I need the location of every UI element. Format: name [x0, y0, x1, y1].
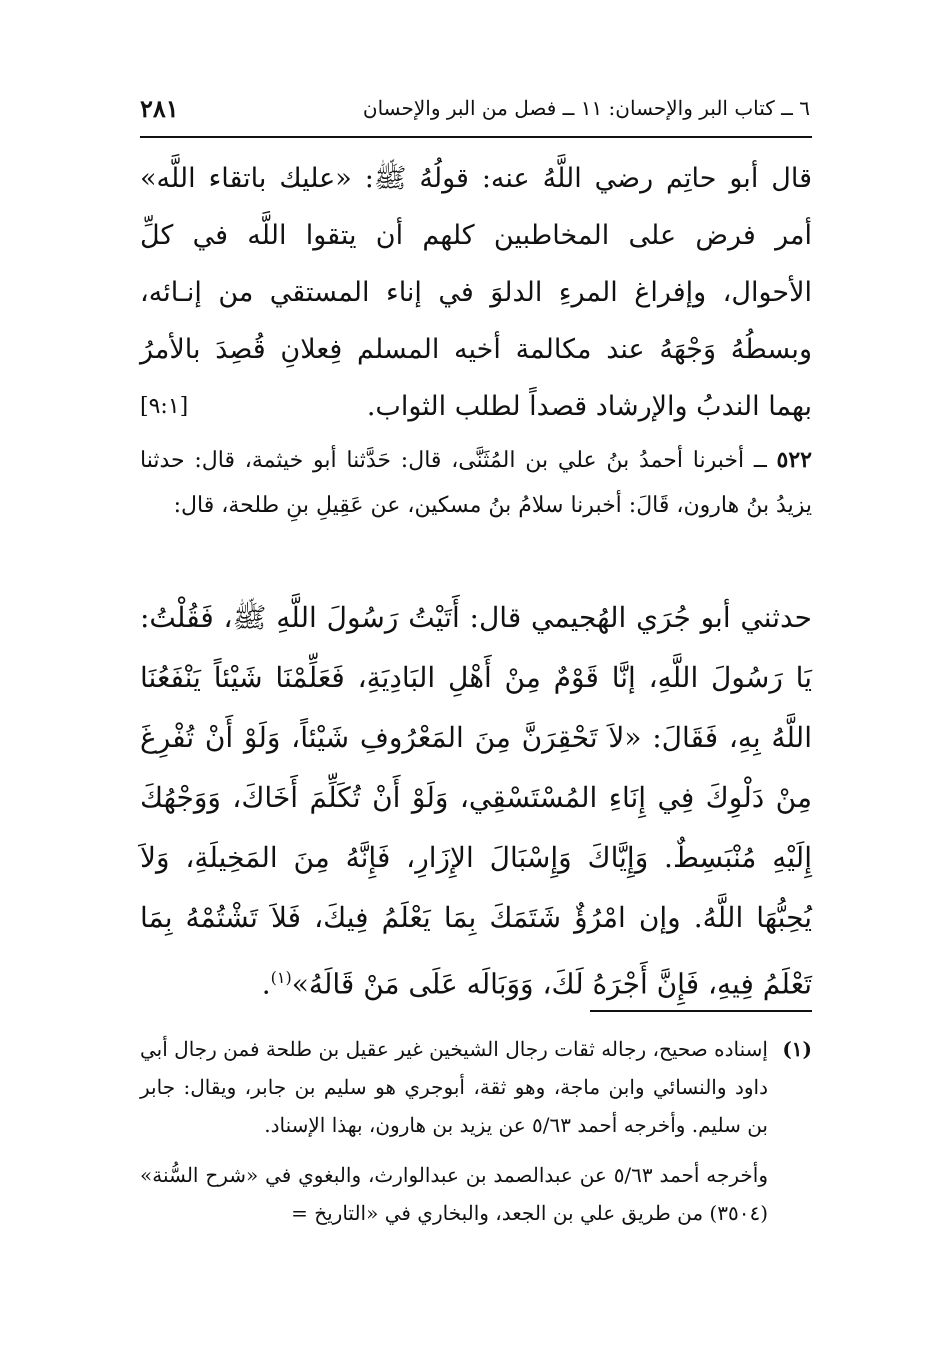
isnad-paragraph — [140, 438, 812, 528]
footnote-rule — [590, 1010, 812, 1012]
running-head: ٦ ــ كتاب البر والإحسان: ١١ ــ فصل من البر والإحسان — [362, 96, 810, 120]
commentary-paragraph — [140, 150, 812, 435]
hadith-end: . — [261, 967, 271, 1001]
commentary-reference: [٩:١] — [140, 394, 189, 419]
hadith-paragraph — [140, 588, 812, 1014]
footnote-number: (١) — [782, 1037, 812, 1061]
hadith-number: ٥٢٢ — [776, 447, 812, 473]
header-rule — [140, 136, 812, 138]
footnote-continuation: وأخرجه أحمد ٥/٦٣ عن عبدالصمد بن عبدالوارث، والبغوي في «شرح السُّنة» (٣٥٠٤) من طريق علي بن الجعد، والبخاري في «التاريخ = — [140, 1163, 768, 1225]
footnote-item — [140, 1030, 812, 1144]
page-header — [140, 92, 810, 136]
commentary-text: قال أبو حاتِم رضي اللَّهُ عنه: قولُهُ ﷺ: «عليك باتقاء اللَّه» أمر فرض على المخاطبين كلهم أن يتقوا اللَّه في كلِّ الأحوال، وإفراغ المرءِ الدلوَ في إناء المستقي من إنـائه، وبسطُهُ وَجْهَهُ عند مكالمة أخيه المسلم فِعلانِ قُصِدَ بالأمرُ بهما الندبُ والإرشاد قصداً لطلب الثواب. — [140, 163, 812, 422]
footnote-text: إسناده صحيح، رجاله ثقات رجال الشيخين غير عقيل بن طلحة فمن رجال أبي داود والنسائي وابن ماجة، وهو ثقة، أبوجري هو سليم بن جابر، ويقال: جابر بن سليم. وأخرجه أحمد ٥/٦٣ عن يزيد بن هارون، بهذا الإسناد. — [140, 1037, 768, 1137]
page-number: ٢٨١ — [140, 94, 179, 123]
footnotes — [140, 1030, 812, 1232]
footnote-marker[interactable]: (١) — [270, 968, 292, 987]
isnad-text: ــ أخبرنا أحمدُ بنُ علي بن المُثَنَّى، قال: حَدَّثنا أبو خيثمة، قال: حدثنا يزيدُ بنُ هارون، قَالَ: أخبرنا سلامُ بنُ مسكين، عن عَقِيلِ بنِ طلحة، قال: — [140, 448, 812, 518]
hadith-text: حدثني أبو جُرَي الهُجيمي قال: أَتَيْتُ رَسُولَ اللَّهِ ﷺ، فَقُلْتُ: يَا رَسُولَ اللَّهِ، إنَّا قَوْمٌ مِنْ أَهْلِ البَادِيَةِ، فَعَلِّمْنَا شَيْئاً يَنْفَعُنَا اللَّهُ بِهِ، فَقَالَ: «لاَ تَحْقِرَنَّ مِنَ المَعْرُوفِ شَيْئاً، وَلَوْ أَنْ تُفْرِغَ مِنْ دَلْوِكَ فِي إِنَاءِ المُسْتَسْقِي، وَلَوْ أَنْ تُكَلِّمَ أَخَاكَ، وَوَجْهُكَ إِلَيْهِ مُنْبَسِطٌ. وَإِيَّاكَ وَإِسْبَالَ الإِزَارِ، فَإِنَّهُ مِنَ المَخِيلَةِ، وَلاَ يُحِبُّهَا اللَّهُ. وإن امْرُؤٌ شَتَمَكَ بِمَا يَعْلَمُ فِيكَ، فَلاَ تَشْتُمْهُ بِمَا تَعْلَمُ فِيهِ، فَإِنَّ أَجْرَهُ لَكَ، وَوَبَالَه عَلَى مَنْ قَالَهُ» — [140, 601, 812, 1001]
